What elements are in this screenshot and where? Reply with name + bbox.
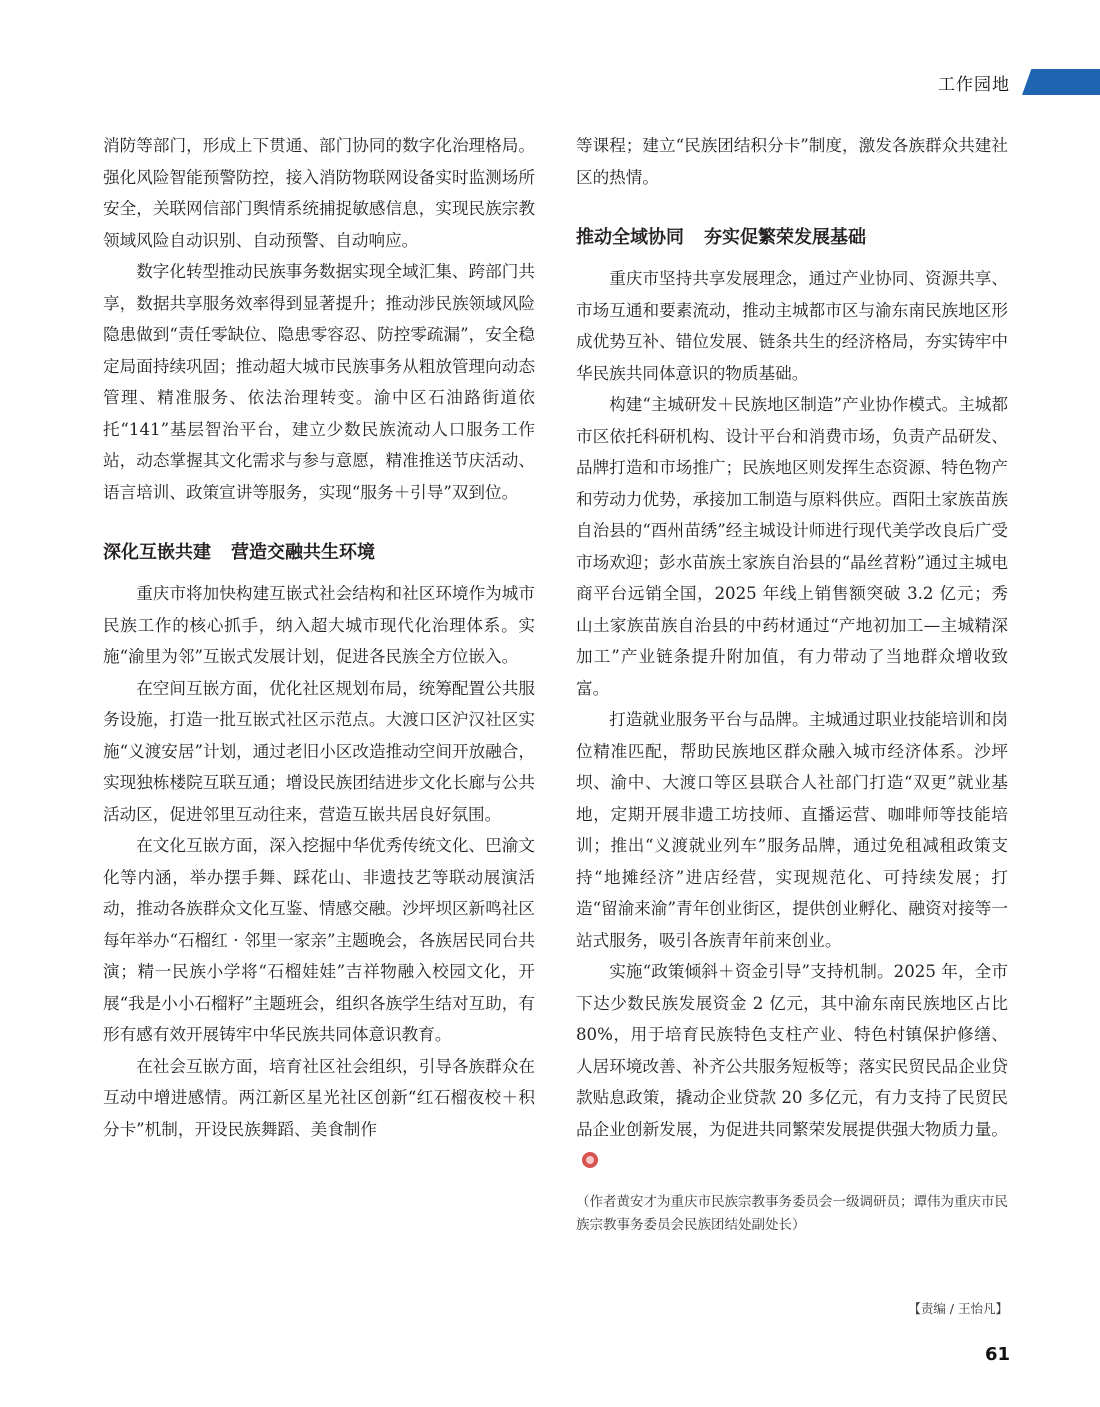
paragraph: 在社会互嵌方面，培育社区社会组织，引导各族群众在互动中增进感情。两江新区星光社区创新“红石榴夜校＋积分卡”机制，开设民族舞蹈、美食制作 [103, 1056, 535, 1139]
section-label: 工作园地 [938, 74, 1010, 95]
header-accent-bar [1022, 69, 1100, 95]
article-end-icon [582, 1152, 598, 1168]
page-number: 61 [984, 1344, 1010, 1365]
right-column [576, 130, 1008, 1237]
page-header [938, 68, 1100, 96]
paragraph: 重庆市坚持共享发展理念，通过产业协同、资源共享、市场互通和要素流动，推动主城都市区与渝东南民族地区形成优势互补、错位发展、链条共生的经济格局，夯实铸牢中华民族共同体意识的物质基础。 [576, 269, 1008, 383]
paragraph: 构建“主城研发＋民族地区制造”产业协作模式。主城都市区依托科研机构、设计平台和消费市场，负责产品研发、品牌打造和市场推广；民族地区则发挥生态资源、特色物产和劳动力优势，承接加工制造与原料供应。酉阳土家族苗族自治县的“酉州苗绣”经主城设计师进行现代美学改良后广受市场欢迎；彭水苗族土家族自治县的“晶丝苕粉”通过主城电商平台远销全国，2025 年线上销售额突破 3.2 亿元；秀山土家族苗族自治县的中药材通过“产地初加工—主城精深加工”产业链条提升附加值，有力带动了当地群众增收致富。 [576, 395, 1008, 698]
section-heading [576, 221, 1008, 255]
author-byline: （作者黄安才为重庆市民族宗教事务委员会一级调研员；谭伟为重庆市民族宗教事务委员会民族团结处副处长） [576, 1193, 1008, 1233]
paragraph: 数字化转型推动民族事务数据实现全域汇集、跨部门共享，数据共享服务效率得到显著提升；推动涉民族领域风险隐患做到“责任零缺位、隐患零容忍、防控零疏漏”，安全稳定局面持续巩固；推动超大城市民族事务从粗放管理向动态管理、精准服务、依法治理转变。渝中区石油路街道依托“141”基层智治平台，建立少数民族流动人口服务工作站，动态掌握其文化需求与参与意愿，精准推送节庆活动、语言培训、政策宣讲等服务，实现“服务＋引导”双到位。 [103, 262, 535, 502]
paragraph: 等课程；建立“民族团结积分卡”制度，激发各族群众共建社区的热情。 [576, 136, 1008, 187]
paragraph: 打造就业服务平台与品牌。主城通过职业技能培训和岗位精准匹配，帮助民族地区群众融入城市经济体系。沙坪坝、渝中、大渡口等区县联合人社部门打造“双更”就业基地，定期开展非遗工坊技师、直播运营、咖啡师等技能培训；推出“义渡就业列车”服务品牌，通过免租减租政策支持“地摊经济”进店经营，实现规范化、可持续发展；打造“留渝来渝”青年创业街区，提供创业孵化、融资对接等一站式服务，吸引各族青年前来创业。 [576, 710, 1008, 950]
header-accent-stripe [1011, 69, 1021, 95]
section-heading-part: 深化互嵌共建 [103, 542, 211, 563]
paragraph: 消防等部门，形成上下贯通、部门协同的数字化治理格局。强化风险智能预警防控，接入消防物联网设备实时监测场所安全，关联网信部门舆情系统捕捉敏感信息，实现民族宗教领域风险自动识别、自动预警、自动响应。 [103, 136, 535, 250]
section-heading-part: 夯实促繁荣发展基础 [704, 227, 866, 248]
section-heading [103, 536, 535, 570]
left-column [103, 130, 535, 1145]
paragraph [576, 956, 1008, 1177]
paragraph-text: 实施“政策倾斜＋资金引导”支持机制。2025 年，全市下达少数民族发展资金 2 亿元，其中渝东南民族地区占比 80%，用于培育民族特色支柱产业、特色村镇保护修缮、人居环境改善、补齐公共服务短板等；落实民贸民品企业贷款贴息政策，撬动企业贷款 20 多亿元，有力支持了民贸民品企业创新发展，为促进共同繁荣发展提供强大物质力量。 [576, 962, 1008, 1139]
editor-credit: 【责编 / 王怡凡】 [908, 1301, 1008, 1316]
section-heading-part: 营造交融共生环境 [231, 542, 375, 563]
paragraph: 重庆市将加快构建互嵌式社会结构和社区环境作为城市民族工作的核心抓手，纳入超大城市现代化治理体系。实施“渝里为邻”互嵌式发展计划，促进各民族全方位嵌入。 [103, 584, 535, 666]
section-heading-part: 推动全域协同 [576, 227, 684, 248]
paragraph: 在空间互嵌方面，优化社区规划布局，统筹配置公共服务设施，打造一批互嵌式社区示范点。大渡口区沪汉社区实施“义渡安居”计划，通过老旧小区改造推动空间开放融合，实现独栋楼院互联互通；增设民族团结进步文化长廊与公共活动区，促进邻里互动往来，营造互嵌共居良好氛围。 [103, 678, 535, 824]
paragraph: 在文化互嵌方面，深入挖掘中华优秀传统文化、巴渝文化等内涵，举办摆手舞、踩花山、非遗技艺等联动展演活动，推动各族群众文化互鉴、情感交融。沙坪坝区新鸣社区每年举办“石榴红 · 邻里一家亲”主题晚会，各族居民同台共演；精一民族小学将“石榴娃娃”吉祥物融入校园文化，开展“我是小小石榴籽”主题班会，组织各族学生结对互助，有形有感有效开展铸牢中华民族共同体意识教育。 [103, 836, 535, 1044]
